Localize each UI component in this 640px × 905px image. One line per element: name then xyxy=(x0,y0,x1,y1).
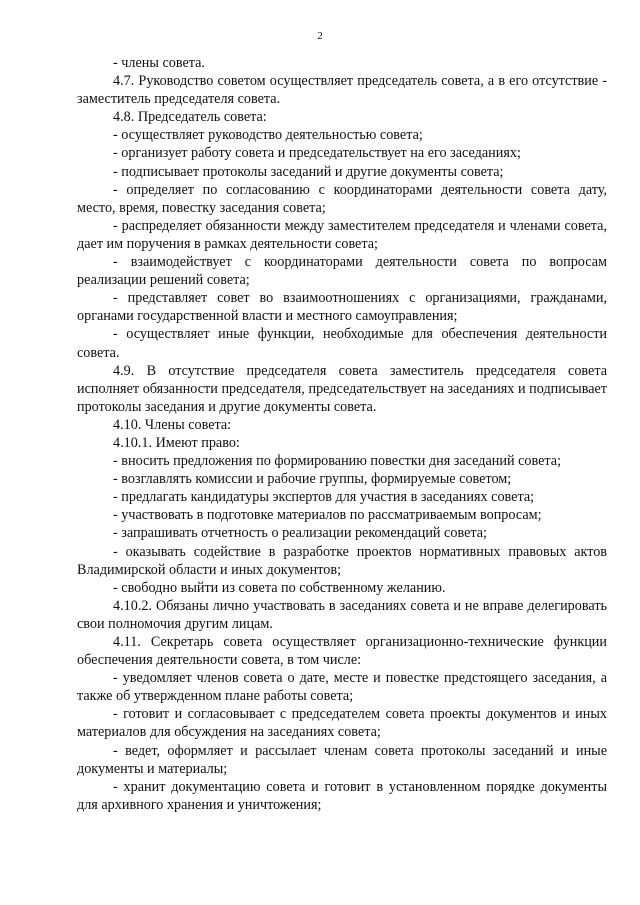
paragraph-4-7: 4.7. Руководство советом осуществляет председатель совета, а в его отсутствие - заместитель председателя совета. xyxy=(77,73,607,108)
list-item: - уведомляет членов совета о дате, месте и повестке предстоящего заседания, а также об утвержденном плане работы совета; xyxy=(77,670,607,705)
list-item: - предлагать кандидатуры экспертов для участия в заседаниях совета; xyxy=(113,489,535,506)
list-item: - осуществляет руководство деятельностью совета; xyxy=(113,127,423,144)
paragraph-members-item: - члены совета. xyxy=(113,55,205,71)
list-item: - вносить предложения по формированию повестки дня заседаний совета; xyxy=(113,453,562,470)
list-item: - хранит документацию совета и готовит в установленном порядке документы для архивного хранения и уничтожения; xyxy=(77,778,607,813)
list-item: - организует работу совета и председательствует на его заседаниях; xyxy=(113,145,521,162)
list-item: - определяет по согласованию с координаторами деятельности совета дату, место, время, повестку заседания совета; xyxy=(77,181,607,216)
list-item: - свободно выйти из совета по собственному желанию. xyxy=(113,579,446,596)
list-item: - взаимодействует с координаторами деятельности совета по вопросам реализации решений совета; xyxy=(77,254,607,289)
list-item: - участвовать в подготовке материалов по рассматриваемым вопросам; xyxy=(113,507,542,524)
list-item: - осуществляет иные функции, необходимые для обеспечения деятельности совета. xyxy=(77,326,607,361)
list-item: - представляет совет во взаимоотношениях с организациями, гражданами, органами государственной власти и местного самоуправления; xyxy=(77,290,607,325)
list-item: - возглавлять комиссии и рабочие группы, формируемые советом; xyxy=(113,471,512,488)
paragraph-4-10-2: 4.10.2. Обязаны лично участвовать в заседаниях совета и не вправе делегировать свои полномочия другим лицам. xyxy=(77,597,607,632)
paragraph-4-10: 4.10. Члены совета: xyxy=(113,416,232,433)
list-item: - готовит и согласовывает с председателем совета проекты документов и иных материалов для обсуждения на заседаниях совета; xyxy=(77,706,607,741)
list-item: - запрашивать отчетность о реализации рекомендаций совета; xyxy=(113,525,487,542)
page-number: 2 xyxy=(317,30,323,42)
paragraph-4-11: 4.11. Секретарь совета осуществляет организационно-технические функции обеспечения деятельности совета, в том числе: xyxy=(77,634,607,669)
paragraph-4-9: 4.9. В отсутствие председателя совета заместитель председателя совета исполняет обязанности председателя, председательствует на заседаниях и подписывает протоколы заседания и другие документы совета. xyxy=(77,362,607,415)
paragraph-4-8: 4.8. Председатель совета: xyxy=(113,109,267,126)
document-body xyxy=(77,54,607,814)
list-item: - распределяет обязанности между заместителем председателя и членами совета, дает им поручения в рамках деятельности совета; xyxy=(77,217,607,252)
list-item: - подписывает протоколы заседаний и другие документы совета; xyxy=(113,163,504,180)
paragraph-4-10-1: 4.10.1. Имеют право: xyxy=(113,434,240,451)
list-item: - оказывать содействие в разработке проектов нормативных правовых актов Владимирской области и иных документов; xyxy=(77,543,607,578)
list-item: - ведет, оформляет и рассылает членам совета протоколы заседаний и иные документы и материалы; xyxy=(77,742,607,777)
